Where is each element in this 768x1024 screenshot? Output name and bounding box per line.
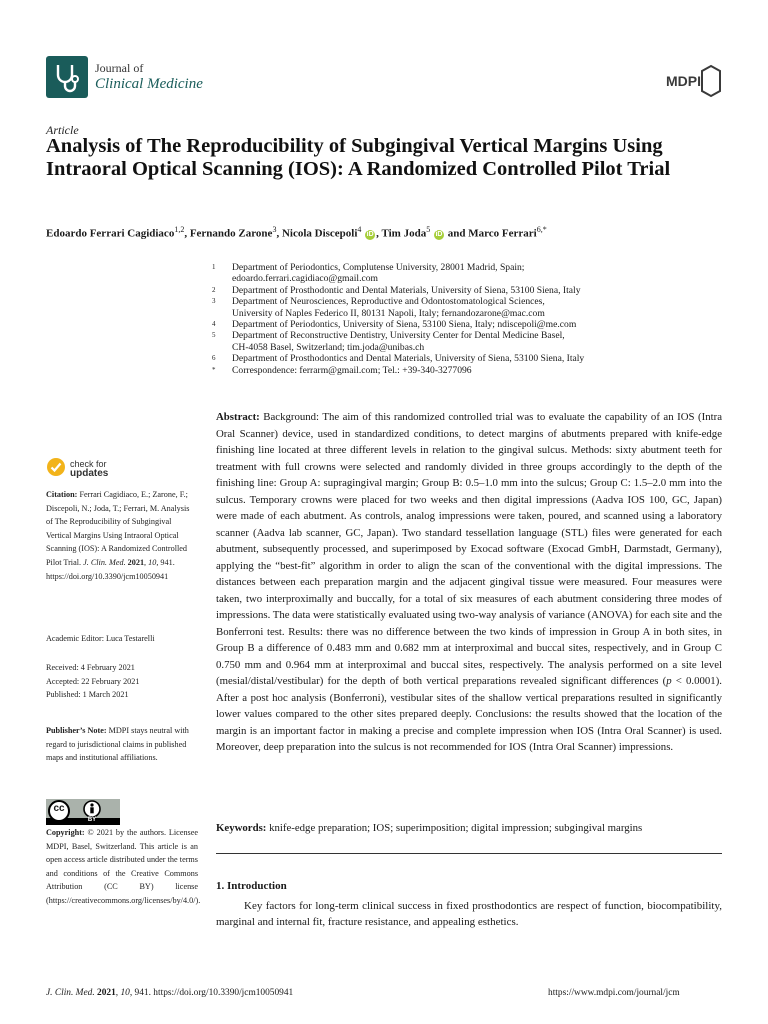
citation-doi[interactable]: , 941. https://doi.org/10.3390/jcm10050941 <box>46 557 175 581</box>
affiliation-line: Department of Neurosciences, Reproductive and Odontostomatological Sciences, <box>232 296 545 308</box>
affiliation-line: Department of Prosthodontics and Dental Materials, University of Siena, 53100 Siena, Italy <box>232 353 585 365</box>
affiliation-line: CH-4058 Basel, Switzerland; tim.joda@unibas.ch <box>232 341 425 353</box>
journal-name-line2: Clinical Medicine <box>95 76 203 92</box>
author-separator: , <box>376 227 382 240</box>
footer-year: 2021 <box>94 988 116 998</box>
affiliation-line: University of Naples Federico II, 80131 Napoli, Italy; fernandozarone@mac.com <box>232 307 545 319</box>
keywords-text: knife-edge preparation; IOS; superimposition; digital impression; subgingival margins <box>266 822 643 834</box>
author-separator: , <box>184 227 190 240</box>
copyright-text: © 2021 by the authors. Licensee MDPI, Basel, Switzerland. This article is an open access article distributed under the terms and conditions of the Creative Commons Attribution (CC BY) license (https://creativecommons.org/licenses/by/4.0/). <box>46 828 201 905</box>
check-updates-line1: check for <box>70 459 107 469</box>
citation-journal: J. Clin. Med. <box>83 557 126 567</box>
check-updates-icon <box>46 457 66 477</box>
author-list <box>46 225 746 240</box>
citation-volume: 10 <box>148 557 157 567</box>
keywords-label: Keywords: <box>216 822 267 834</box>
author-affiliation-sup: 4 <box>357 225 362 234</box>
author-name[interactable]: Fernando Zarone <box>189 227 273 240</box>
author-name[interactable]: Nicola Discepoli <box>281 227 358 240</box>
affiliation-line: Department of Reconstructive Dentistry, University Center for Dental Medicine Basel, <box>232 330 565 342</box>
author-name[interactable]: Tim Joda <box>381 227 427 240</box>
affiliation-item <box>212 330 722 353</box>
author-affiliation-sup: 1,2 <box>174 225 185 234</box>
citation-year: 2021 <box>125 557 145 567</box>
publisher-note-text: MDPI stays neutral with regard to jurisdictional claims in published maps and institutional affiliations. <box>46 726 189 763</box>
author-name[interactable]: Edoardo Ferrari Cagidiaco <box>46 227 175 240</box>
accepted-date: Accepted: 22 February 2021 <box>46 676 140 686</box>
citation-text: Ferrari Cagidiaco, E.; Zarone, F.; Discepoli, N.; Joda, T.; Ferrari, M. Analysis of The Reproducibility of Subgingival Vertical Margins Using Intraoral Optical Scanning (IOS): A Randomized Controlled Pilot Trial. <box>46 490 190 567</box>
abstract-text: Background: The aim of this randomized controlled trial was to evaluate the capability of an IOS (Intra Oral Scanner) device, used in standardized conditions, to detect margins of abutments prepared with knife-edge finishing line located at three different levels in relation to the gingival sulcus. Methods: sixty abutment teeth for treatment with full crowns were selected and randomly divided in three groups accordingly to the depth of the finishing line: Group A: supragingival margin; Group B: 0.5–1.0 mm into the sulcus; Group C: 1.5–2.0 mm into the sulcus. Temporary crowns were placed for two weeks and then digital impressions (Aadva IOS 100, GC, Japan) were made of each abutment. As controls, analog impressions were taken, poured, and scanned using a laboratory scanner (Aadva lab scanner, GC, Japan). Two standard tessellation language (STL) files were generated for each abutment, subsequently processed, and superimposed by Exocad software (Exocad GmbH, Darmstadt, Germany), applying the “best-fit” algorithm in order to align the scan of the conventional with the digital impressions. The distances between each preparation margin and the adjacent gingival tissue were measured. Four measures were taken, two interproximally and buccally, for a total of six measures of each abutment considering three modes of impressions. The data were statistically evaluated using two-way analysis of variance (ANOVA) for each site and the Bonferroni test. Results: there was no difference between the two kinds of impression in Group A in both sites, in Group B a difference of 0.483 mm and 0.682 mm at interproximal and buccal sites, respectively, and in Group C 0.750 mm and 0.964 mm at interproximal and buccal sites, respectively. The analysis performed on a site level (mesial/distal/vestibular) for the depth of both vertical preparations revealed significant differences ( <box>216 411 722 687</box>
copyright-block <box>46 826 201 908</box>
affiliation-item <box>212 285 722 296</box>
abstract <box>216 409 722 756</box>
affiliation-email[interactable]: edoardo.ferrari.cagidiaco@gmail.com <box>232 273 379 285</box>
introduction-paragraph: Key factors for long-term clinical success in fixed prosthodontics are respect of function, biocompatibility, marginal and internal fit, fracture resistance, and appealing esthetics. <box>216 900 722 928</box>
affiliation-item <box>212 365 722 376</box>
author-separator: and <box>444 227 469 240</box>
footer-doi[interactable]: , 941. https://doi.org/10.3390/jcm10050941 <box>129 988 294 998</box>
footer-journal-url[interactable]: https://www.mdpi.com/journal/jcm <box>548 988 680 998</box>
received-date: Received: 4 February 2021 <box>46 663 135 672</box>
affiliation-list <box>212 262 722 376</box>
footer-citation: J. Clin. Med. 2021, 10, 941. https://doi.org/10.3390/jcm10050941 <box>46 988 294 998</box>
abstract-label: Abstract: <box>216 411 260 423</box>
orcid-icon[interactable]: iD <box>435 230 443 238</box>
cc-label: cc <box>53 803 65 814</box>
check-updates-line2: updates <box>70 468 109 479</box>
affiliation-number: 1 <box>212 263 216 271</box>
orcid-icon[interactable]: iD <box>366 230 374 238</box>
journal-name-line1: Journal of <box>95 61 144 75</box>
citation-block: Citation: Ferrari Cagidiaco, E.; Zarone, F.; Discepoli, N.; Joda, T.; Ferrari, M. Analysis of The Reproducibility of Subgingival Vertical Margins Using Intraoral Optical Scanning (IOS): A Randomized Controlled Pilot Trial. J. Clin. Med. 2021, 10, 941. https://doi.org/10.3390/jcm10050941 <box>46 490 190 581</box>
academic-editor: Academic Editor: Luca Testarelli <box>46 634 155 643</box>
affiliation-number: 3 <box>212 297 216 306</box>
affiliation-line: Department of Prosthodontic and Dental Materials, University of Siena, 53100 Siena, Italy <box>232 284 581 296</box>
publisher-note-label: Publisher’s Note: <box>46 726 107 735</box>
affiliation-item <box>212 353 722 364</box>
cc-by-license-logo[interactable] <box>46 799 120 825</box>
affiliation-line: Department of Periodontics, University of Siena, 53100 Siena, Italy; ndiscepoli@me.com <box>232 319 577 331</box>
abstract-p-symbol: p <box>666 675 672 687</box>
footer-volume: 10 <box>120 988 130 998</box>
publisher-name: MDPI <box>666 73 701 89</box>
author-name[interactable]: Marco Ferrari <box>468 227 537 240</box>
footer-journal: J. Clin. Med. <box>46 988 95 998</box>
affiliation-number: * <box>212 365 216 374</box>
journal-logo-icon <box>46 56 88 98</box>
keywords <box>216 820 722 836</box>
publisher-note <box>46 724 198 765</box>
author-affiliation-sup: 6,* <box>536 225 547 234</box>
by-label: BY <box>87 817 97 823</box>
author-affiliation-sup: 5 <box>426 225 431 234</box>
affiliation-item <box>212 262 722 285</box>
affiliation-number: 2 <box>212 285 216 294</box>
correspondence-line: Correspondence: ferrarm@gmail.com; Tel.: +39-340-3277096 <box>232 364 472 376</box>
affiliation-line: Department of Periodontics, Complutense University, 28001 Madrid, Spain; <box>232 262 525 273</box>
publication-dates <box>46 661 198 702</box>
abstract-text: < 0.0001). After a post hoc analysis (Bonferroni), vestibular sites of the shallow vertical preparations resulted in significantly lower values compared to the other sites prepared deeply. Conclusions: the results showed that the location of the margin is an important factor in making a precise and complete impression when IOS (Intra Oral Scanner) is used. Moreover, deep preparation into the sulcus is not recommended for IOS (Intra Oral Scanner) impressions. <box>216 675 722 753</box>
author-affiliation-sup: 3 <box>272 225 277 234</box>
citation-label: Citation: <box>46 490 78 499</box>
copyright-label: Copyright: <box>46 828 85 837</box>
affiliation-item <box>212 319 722 330</box>
author-separator: , <box>276 227 282 240</box>
check-for-updates-button[interactable] <box>46 455 166 485</box>
affiliation-number: 4 <box>212 320 216 329</box>
article-title: Analysis of The Reproducibility of Subgingival Vertical Margins Using Intraoral Optical Scanning (IOS): A Randomized Controlled Pilot Trial <box>46 135 671 180</box>
section-heading-introduction: 1. Introduction <box>216 880 287 892</box>
publisher-logo <box>664 64 722 98</box>
article-type: Article <box>46 123 79 137</box>
affiliation-number: 6 <box>212 354 216 363</box>
affiliation-number: 5 <box>212 331 216 340</box>
section-divider <box>216 853 722 854</box>
published-date: Published: 1 March 2021 <box>46 690 129 700</box>
affiliation-item <box>212 296 722 319</box>
